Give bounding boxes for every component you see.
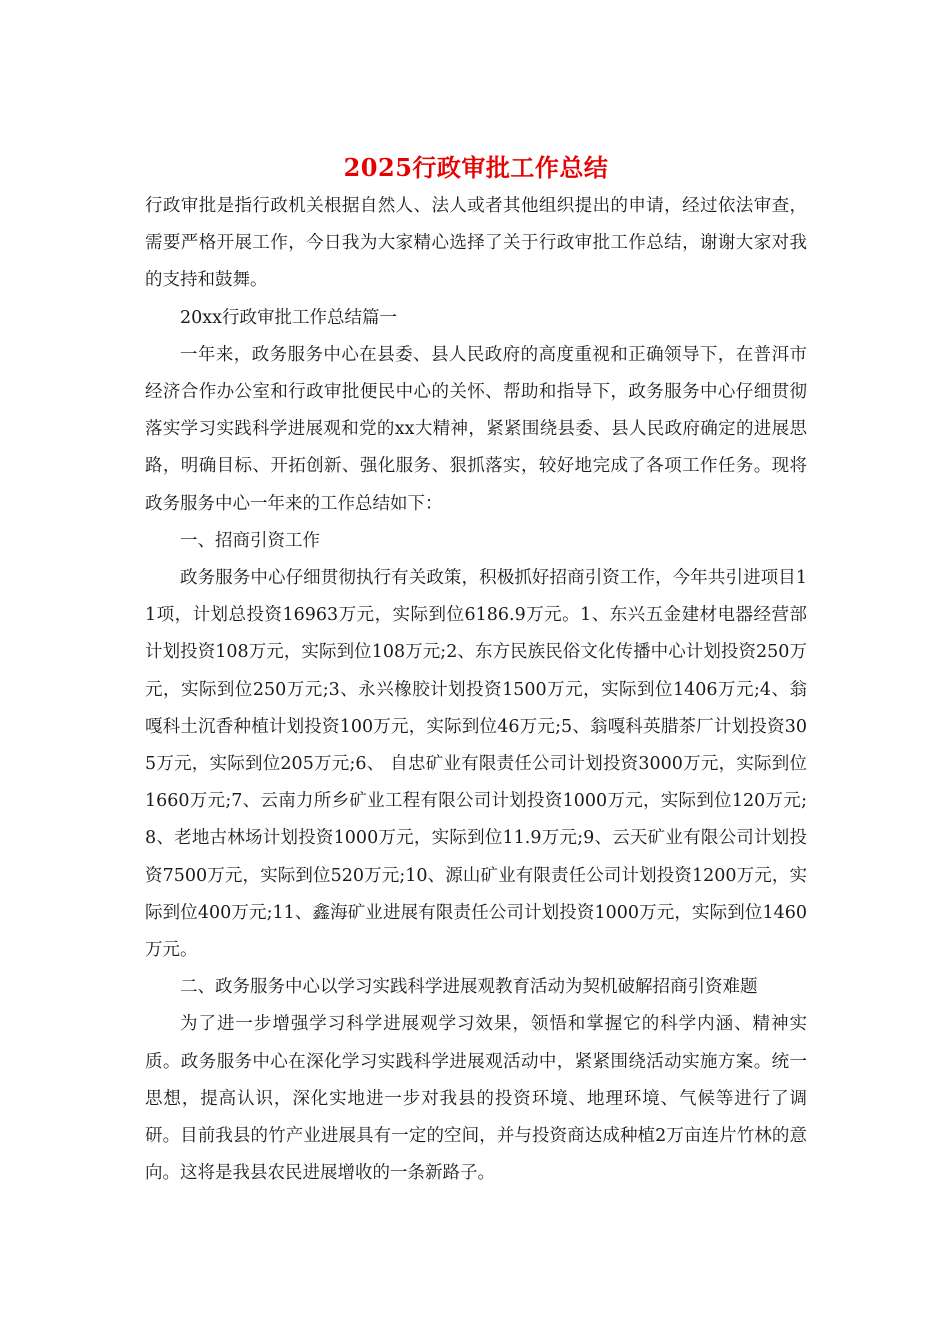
section-title: 20xx行政审批工作总结篇一: [180, 307, 398, 328]
document-title: 2025行政审批工作总结: [343, 153, 609, 182]
body-paragraph-3: 为了进一步增强学习科学进展观学习效果，领悟和掌握它的科学内涵、精神实质。政务服务中心在深化学习实践科学进展观活动中，紧紧围绕活动实施方案。统一思想，提高认识，深化实地进一步对我县的投资环境、地理环境、气候等进行了调研。目前我县的竹产业进展具有一定的空间，并与投资商达成种植2万亩连片竹林的意向。这将是我县农民进展增收的一条新路子。: [145, 1014, 807, 1184]
document-page: [145, 150, 807, 1192]
body-paragraph-1: 一年来，政务服务中心在县委、县人民政府的高度重视和正确领导下，在普洱市经济合作办公室和行政审批便民中心的关怀、帮助和指导下，政务服务中心仔细贯彻落实学习实践科学进展观和党的xx大精神，紧紧围绕县委、县人民政府确定的进展思路，明确目标、开拓创新、强化服务、狠抓落实，较好地完成了各项工作任务。现将政务服务中心一年来的工作总结如下：: [145, 344, 807, 514]
heading-learning-practice: 二、政务服务中心以学习实践科学进展观教育活动为契机破解招商引资难题: [180, 977, 758, 998]
body-paragraph-2: 政务服务中心仔细贯彻执行有关政策，积极抓好招商引资工作，今年共引进项目11项，计划总投资16963万元，实际到位6186.9万元。1、东兴五金建材电器经营部计划投资108万元，实际到位108万元;2、东方民族民俗文化传播中心计划投资250万元，实际到位250万元;3、永兴橡胶计划投资1500万元，实际到位1406万元;4、翁嘎科土沉香种植计划投资100万元，实际到位46万元;5、翁嘎科英腊茶厂计划投资305万元，实际到位205万元;6、 自忠矿业有限责任公司计划投资3000万元，实际到位1660万元;7、云南力所乡矿业工程有限公司计划投资1000万元，实际到位120万元;8、老地古林场计划投资1000万元，实际到位11.9万元;9、云天矿业有限公司计划投资7500万元，实际到位520万元;10、源山矿业有限责任公司计划投资1200万元，实际到位400万元;11、鑫海矿业进展有限责任公司计划投资1000万元，实际到位1460万元。: [145, 568, 807, 961]
intro-paragraph: 行政审批是指行政机关根据自然人、法人或者其他组织提出的申请，经过依法审查，需要严格开展工作，今日我为大家精心选择了关于行政审批工作总结，谢谢大家对我的支持和鼓舞。: [145, 196, 807, 291]
heading-investment: 一、招商引资工作: [180, 530, 320, 551]
